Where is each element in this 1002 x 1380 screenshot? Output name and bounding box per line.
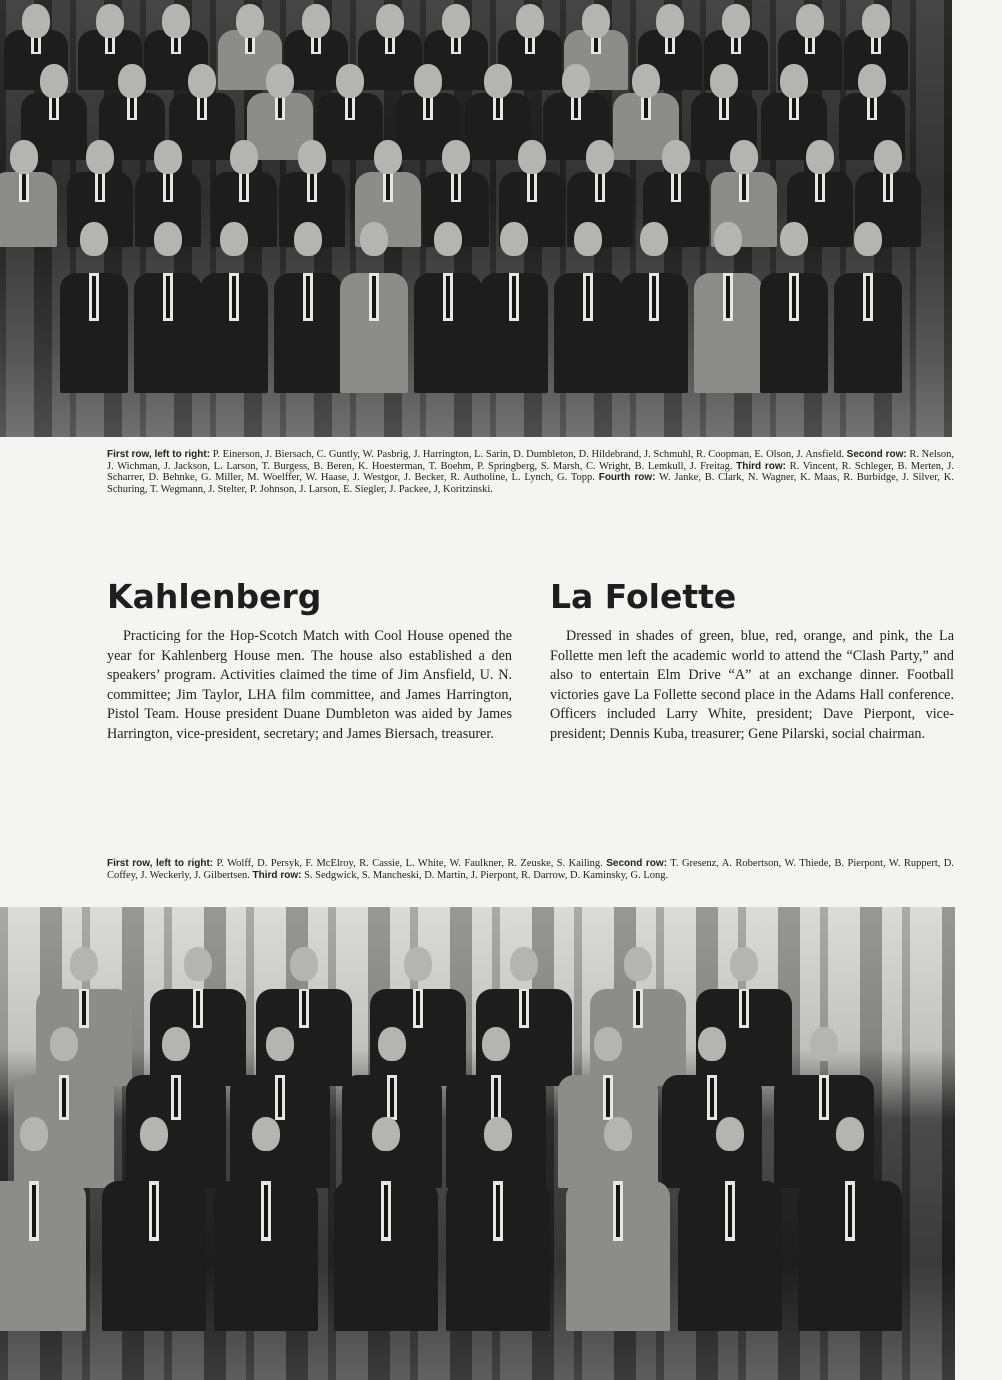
- kahlenberg-heading: Kahlenberg: [107, 577, 322, 616]
- kahlenberg-group-photo: [0, 0, 952, 437]
- kahlenberg-paragraph: Practicing for the Hop-Scotch Match with Cool House opened the year for Kahlenberg House men. The house also established a den speakers’ program. Activities claimed the time of Jim Ansfield, U. N. committee; Jim Taylor, LHA film committee, and James Harrington, Pistol Team. House president Duane Dumbleton was aided by James Harrington, vice-president, secretary; and James Biersach, treasurer.: [107, 628, 512, 742]
- lafollette-group-photo: [0, 907, 955, 1380]
- caption-names: R. Vincent, R. Schleger, B. Merten, J. Scharrer, D. Behnke, G. Miller, M. Woelffer, W. Haase, J. Westgor, J. Becker, R. Autholine, L. Lynch, G. Topp.: [107, 460, 955, 483]
- caption-row-label: Second row:: [606, 858, 668, 869]
- caption-names: R. Nelson, J. Wichman, J. Jackson, L. Larson, T. Burgess, B. Beren, K. Hoesterman, T. Boehm, P. Springberg, S. Marsh, C. Wright, B. Lemkull, J. Freitag.: [107, 449, 954, 472]
- caption-names: T. Gresenz, A. Robertson, W. Thiede, B. Pierpont, W. Ruppert, D. Coffey, J. Weckerly, J. Gilbertsen.: [107, 858, 954, 881]
- caption-row-label: Third row:: [736, 460, 787, 472]
- caption-row-label: Fourth row:: [598, 472, 656, 483]
- caption-row-label: Third row:: [252, 869, 302, 881]
- lafollette-photo-caption: [107, 858, 954, 881]
- caption-names: P. Wolff, D. Persyk, F. McElroy, R. Cassie, L. White, W. Faulkner, R. Zeuske, S. Kailing.: [213, 858, 607, 869]
- caption-row-label: First row, left to right:: [107, 449, 211, 460]
- kahlenberg-photo-caption: [107, 449, 954, 495]
- caption-row-label: First row, left to right:: [107, 858, 214, 869]
- lafollette-paragraph: Dressed in shades of green, blue, red, orange, and pink, the La Follette men left the academic world to attend the “Clash Party,” and also to entertain Elm Drive “A” at an exchange dinner. Football victories gave La Follette second place in the Adams Hall conference. Officers included Larry White, president; Dave Pierpont, vice-president; Dennis Kuba, treasurer; Gene Pilarski, social chairman.: [550, 628, 954, 742]
- caption-names: S. Sedgwick, S. Mancheski, D. Martin, J. Pierpont, R. Darrow, D. Kaminsky, G. Long.: [301, 869, 669, 881]
- lafollette-heading: La Folette: [550, 577, 737, 616]
- caption-names: W. Janke, B. Clark, N. Wagner, K. Maas, R. Burbidge, J. Silver, K. Schuring, T. Wegmann, J. Stelter, P. Johnson, J. Larson, E. Siegler, J. Packee, J, Koritzinski.: [107, 472, 955, 495]
- caption-names: P. Einerson, J. Biersach, C. Guntly, W. Pasbrig, J. Harrington, L. Sarin, D. Dumbleton, D. Hildebrand, J. Schmuhl, R. Coopman, E. Olson, J. Ansfield.: [210, 449, 847, 460]
- caption-row-label: Second row:: [846, 449, 907, 460]
